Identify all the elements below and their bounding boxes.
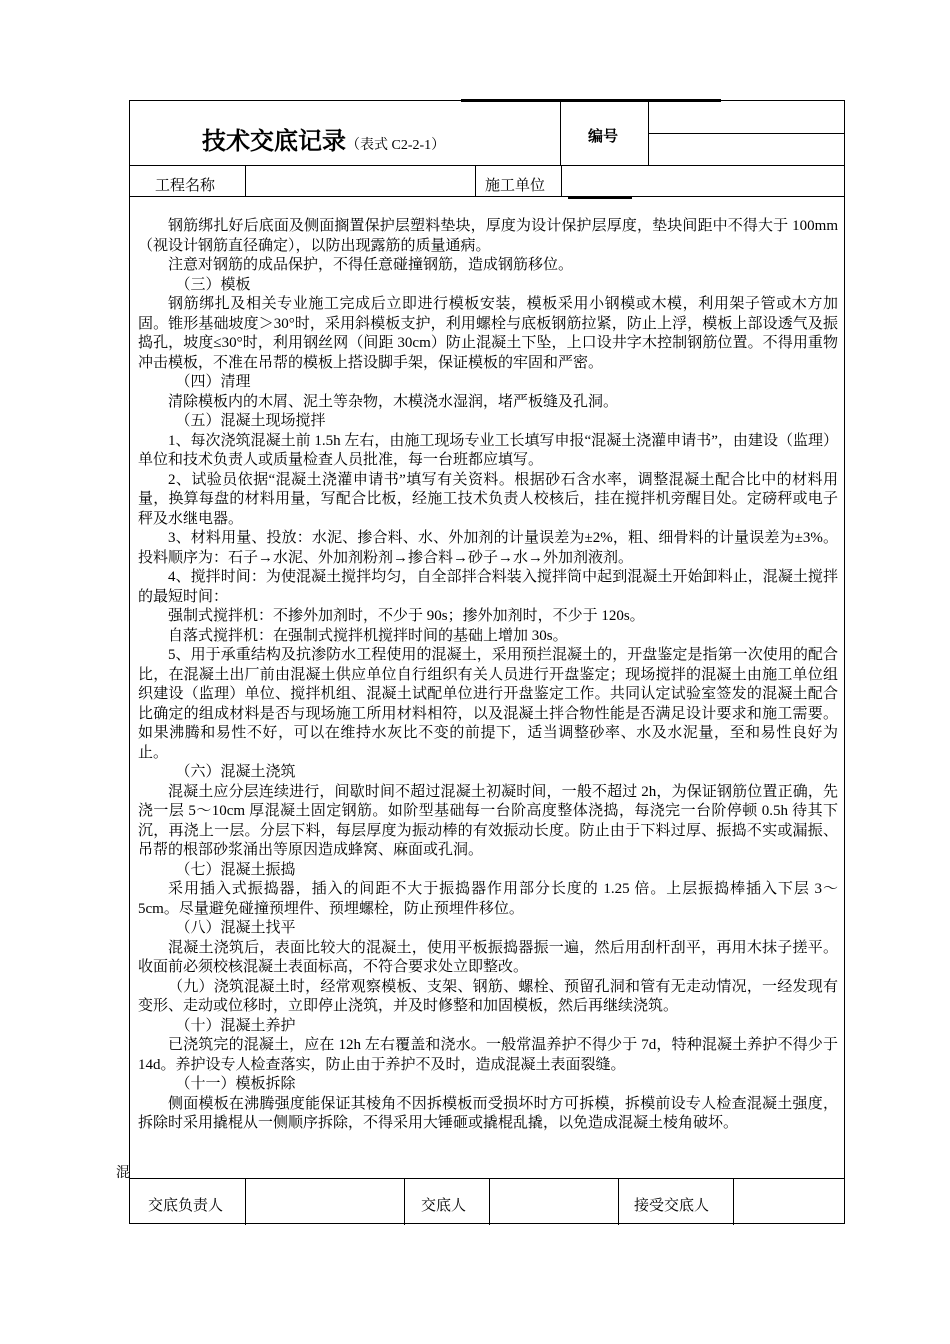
cell-bar (568, 197, 632, 199)
paragraph: 4、搅拌时间：为使混凝土搅拌均匀，自全部拌合料装入搅拌筒中起到混凝土开始卸料止，混凝土搅拌的最短时间： (138, 569, 838, 605)
section-heading: （八）混凝土找平 (175, 920, 296, 936)
receiver-label: 接受交底人 (634, 1198, 710, 1214)
divider (733, 1178, 734, 1225)
disclosure-content (138, 217, 838, 1134)
section-heading: （三）模板 (175, 276, 251, 293)
section-heading: （六）混凝土浇筑 (175, 764, 296, 780)
paragraph: 已浇筑完的混凝土，应在 12h 左右覆盖和浇水。一般常温养护不得少于 7d，特种混凝土养护不得少于 14d。养护设专人检查落实，防止由于养护不及时，造成混凝土表面裂缝。 (138, 1037, 838, 1073)
form-title-text: 技术交底记录 (202, 127, 346, 155)
paragraph: 混凝土浇筑后，表面比较大的混凝土，使用平板振捣器振一遍，然后用刮杆刮平，再用木抹子搓平。收面前必须校核混凝土表面标高，不符合要求处立即整改。 (138, 939, 838, 975)
section-heading: （五）混凝土现场搅拌 (175, 413, 326, 429)
top-bar (461, 99, 721, 102)
project-name-label: 工程名称 (155, 178, 216, 194)
paragraph: 5、用于承重结构及抗渗防水工程使用的混凝土，采用预拦混凝土的，开盘鉴定是指第一次使用的配合比，在混凝土出厂前由混凝土供应单位自行组织有关人员进行开盘鉴定；现场搅拌的混凝土由施工单位组织建设（监理）单位、搅拌机组、混凝土试配单位进行开盘鉴定工作。共同认定试验室签发的混凝土配合比确定的组成材料是否与现场施工所用材料相符，以及混凝土拌合物性能是否满足设计要求和施工需要。如果沸腾和易性不好，可以在维持水灰比不变的前提下，适当调整砂率、水及水泥量，至和易性良好为止。 (138, 647, 838, 761)
divider (245, 165, 246, 196)
paragraph: 钢筋绑扎好后底面及侧面搁置保护层塑料垫块，厚度为设计保护层厚度，垫块间距中不得大于 100mm（视设计钢筋直径确定），以防出现露筋的质量通病。 (138, 218, 838, 254)
divider (130, 1178, 844, 1179)
paragraph: 注意对钢筋的成品保护，不得任意碰撞钢筋，造成钢筋移位。 (168, 257, 574, 273)
number-label: 编号 (588, 127, 619, 145)
form-title (202, 121, 445, 156)
divider (561, 165, 562, 196)
divider (404, 1178, 405, 1225)
divider (475, 165, 476, 196)
section-heading: （七）混凝土振捣 (175, 861, 296, 878)
paragraph: 1、每次浇筑混凝土前 1.5h 左右，由施工现场专业工长填写申报“混凝土浇灌申请书”，由建设（监理）单位和技术负责人或质量检查人员批准，每一台班都应填写。 (138, 432, 838, 468)
discloser-label: 交底人 (421, 1198, 467, 1214)
disclosure-form (129, 100, 845, 1224)
paragraph: 采用插入式振捣器，插入的间距不大于振捣器作用部分长度的 1.25 倍。上层振捣棒插入下层 3～5cm。尽量避免碰撞预埋件、预埋螺栓，防止预埋件移位。 (138, 881, 838, 917)
section-heading: （十一）模板拆除 (175, 1076, 296, 1092)
section-heading: （四）清理 (175, 374, 251, 390)
paragraph: （九）浇筑混凝土时，经常观察模板、支架、钢筋、螺栓、预留孔洞和管有无走动情况，一经发现有变形、走动或位移时，立即停止浇筑，并及时修整和加固模板，然后再继续浇筑。 (138, 978, 838, 1014)
supervisor-label: 交底负责人 (148, 1198, 224, 1214)
stray-character: 混 (116, 1166, 130, 1181)
divider (618, 1178, 619, 1225)
paragraph: 3、材料用量、投放：水泥、掺合料、水、外加剂的计量误差为±2%，粗、细骨料的计量误差为±3%。投料顺序为：石子→水泥、外加剂粉剂→掺合料→砂子→水→外加剂液剂。 (138, 530, 838, 566)
divider (648, 133, 844, 134)
section-heading: （十）混凝土养护 (175, 1017, 296, 1034)
paragraph: 2、试验员依据“混凝土浇灌申请书”填写有关资料。根据砂石含水率，调整混凝土配合比中的材料用量，换算每盘的材料用量，写配合比板，经施工技术负责人校核后，挂在搅拌机旁醒目处。定磅秤或电子秤及水继电器。 (138, 471, 838, 527)
paragraph: 强制式搅拌机：不掺外加剂时，不少于 90s；掺外加剂时，不少于 120s。 (168, 608, 645, 624)
divider (130, 165, 844, 166)
divider (245, 1178, 246, 1225)
paragraph: 自落式搅拌机：在强制式搅拌机搅拌时间的基础上增加 30s。 (168, 627, 568, 644)
paragraph: 混凝土应分层连续进行，间歇时间不超过混凝土初凝时间，一般不超过 2h，为保证钢筋位置正确，先浇一层 5～10cm 厚混凝土固定钢筋。如阶型基础每一台阶高度整体浇捣，每浇完一台阶停顿 0.5h 待其下沉，再浇上一层。分层下料，每层厚度为振动棒的有效振动长度。防止由于下料过厚、振捣不实或漏振、吊帮的根部砂浆涌出等原因造成蜂窝、麻面或孔洞。 (138, 783, 838, 858)
construction-unit-label: 施工单位 (485, 178, 546, 194)
divider (560, 101, 561, 165)
divider (489, 1178, 490, 1225)
paragraph: 清除模板内的木屑、泥土等杂物，木模浇水湿润，堵严板缝及孔洞。 (168, 393, 619, 410)
form-code: （表式 C2-2-1） (346, 138, 446, 153)
paragraph: 钢筋绑扎及相关专业施工完成后立即进行模板安装，模板采用小钢模或木模，利用架子管或木方加固。锥形基础坡度＞30°时，采用斜模板支护，利用螺栓与底板钢筋拉紧，防止上浮，模板上部设透气及振捣孔，坡度≤30°时，利用钢丝网（间距 30cm）防止混凝土下坠，上口设井字木控制钢筋位置。不得用重物冲击模板，不准在吊帮的模板上搭设脚手架，保证模板的牢固和严密。 (138, 296, 838, 371)
paragraph: 侧面模板在沸腾强度能保证其棱角不因拆模板而受损坏时方可拆模，拆模前设专人检查混凝土强度，拆除时采用撬棍从一侧顺序拆除，不得采用大锤砸或撬棍乱撬，以免造成混凝土棱角破坏。 (138, 1095, 838, 1131)
divider (130, 196, 844, 197)
